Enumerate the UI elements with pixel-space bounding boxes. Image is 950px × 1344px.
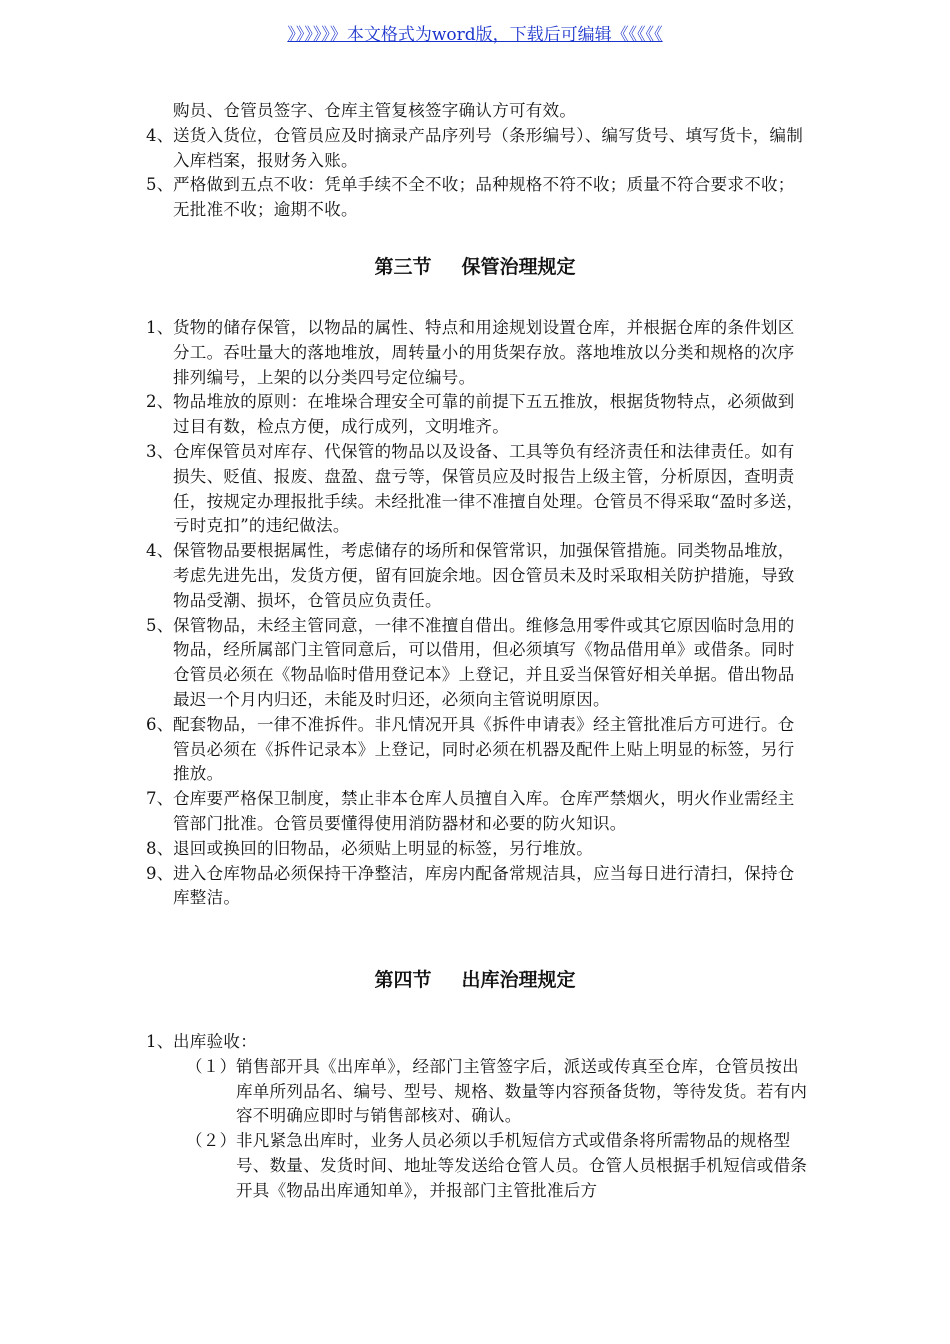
- list-number: 5、: [146, 175, 174, 195]
- list-text: 保管物品要根据属性，考虑储存的场所和保管常识，加强保管措施。同类物品堆放，考虑先进先出，发货方便，留有回旋余地。因仓管员未及时采取相关防护措施，导致物品受潮、损坏，仓管员应负责任。: [173, 541, 795, 610]
- list-number: 7、: [146, 789, 174, 809]
- section-3-list: [0, 316, 950, 911]
- list-number: 1、: [146, 1032, 174, 1051]
- list-item: [0, 837, 950, 862]
- list-number: 1、: [146, 318, 174, 337]
- section-4-list: [0, 1030, 950, 1204]
- section-4-label: 第四节: [374, 969, 432, 991]
- list-item: [0, 713, 950, 787]
- list-number: 2、: [146, 392, 174, 412]
- section-3-title: 保管治理规定: [461, 256, 576, 278]
- list-item: [0, 862, 950, 912]
- list-text: 送货入货位，仓管员应及时摘录产品序列号（条形编号）、编写货号、填写货卡，编制入库档案，报财务入账。: [173, 125, 804, 170]
- sub-list-text: [236, 1055, 810, 1129]
- list-text: 严格做到五点不收：凭单手续不全不收；品种规格不符不收；质量不符合要求不收；无批准不收；逾期不收。: [173, 175, 795, 220]
- list-item: [0, 124, 950, 174]
- list-item-continuation: [0, 99, 950, 124]
- list-text: 货物的储存保管，以物品的属性、特点和用途规划设置仓库，并根据仓库的条件划区分工。吞吐量大的落地堆放，周转量小的用货架存放。落地堆放以分类和规格的次序排列编号，上架的以分类四号定位编号。: [173, 318, 795, 387]
- list-item: [0, 316, 950, 390]
- list-text: 仓库要严格保卫制度，禁止非本仓库人员擅自入库。仓库严禁烟火，明火作业需经主管部门批准。仓管员要懂得使用消防器材和必要的防火知识。: [173, 789, 795, 833]
- list-item: [0, 1030, 950, 1055]
- list-number: 4、: [146, 125, 174, 145]
- list-text: 保管物品，未经主管同意，一律不准擅自借出。维修急用零件或其它原因临时急用的物品，经所属部门主管同意后，可以借用，但必须填写《物品借用单》或借条。同时仓管员必须在《物品临时借用登记本》上登记，并且妥当保管好相关单据。借出物品最迟一个月内归还，未能及时归还，必须向主管说明原因。: [173, 615, 795, 709]
- intro-block: [0, 99, 950, 223]
- continuation-text: 购员、仓管员签字、仓库主管复核签字确认方可有效。: [173, 101, 577, 120]
- list-text: 物品堆放的原则：在堆垛合理安全可靠的前提下五五推放，根据货物特点，必须做到过目有数，检点方便，成行成列，文明堆齐。: [173, 392, 795, 437]
- list-item: [0, 614, 950, 713]
- list-item: [0, 173, 950, 223]
- list-number: 5、: [146, 615, 174, 635]
- section-4-title: 出库治理规定: [461, 969, 576, 991]
- sub-list-text: [236, 1129, 810, 1203]
- list-number: 3、: [146, 441, 174, 461]
- section-3-label: 第三节: [374, 256, 432, 278]
- list-item: [0, 787, 950, 837]
- list-text: 仓库保管员对库存、代保管的物品以及设备、工具等负有经济责任和法律责任。如有损失、贬值、报废、盘盈、盘亏等，保管员应及时报告上级主管，分析原因，查明责任，按规定办理报批手续。未经批准一律不准擅自处理。仓管员不得采取“盈时多送，亏时克扣”的违纪做法。: [173, 441, 804, 536]
- sub-list-number: （１）: [186, 1056, 237, 1076]
- list-number: 6、: [146, 714, 174, 734]
- list-text: 配套物品，一律不准拆件。非凡情况开具《拆件申请表》经主管批准后方可进行。仓管员必须在《拆件记录本》上登记，同时必须在机器及配件上贴上明显的标签，另行推放。: [173, 714, 795, 784]
- sub-list-text-content: 非凡紧急出库时，业务人员必须以手机短信方式或借条将所需物品的规格型号、数量、发货时间、地址等发送给仓管人员。仓管人员根据手机短信或借条开具《物品出库通知单》，并报部门主管批准后方: [236, 1131, 808, 1200]
- list-item: [0, 390, 950, 440]
- list-number: 9、: [146, 863, 174, 883]
- section-3-heading: [0, 253, 950, 281]
- download-notice-link[interactable]: 》》》》》》本文格式为word版，下载后可编辑《《《《《: [287, 25, 663, 45]
- list-text: 退回或换回的旧物品，必须贴上明显的标签，另行堆放。: [173, 838, 593, 858]
- list-item: [0, 539, 950, 613]
- list-text: 出库验收：: [173, 1032, 257, 1051]
- list-number: 8、: [146, 838, 174, 858]
- list-number: 4、: [146, 541, 174, 561]
- sub-list-item: [0, 1055, 950, 1129]
- list-text: 进入仓库物品必须保持干净整洁，库房内配备常规洁具，应当每日进行清扫，保持仓库整洁。: [173, 863, 795, 908]
- sub-list-item: [0, 1129, 950, 1203]
- sub-list-text-content: 销售部开具《出库单》，经部门主管签字后，派送或传真至仓库，仓管员按出库单所列品名、编号、型号、规格、数量等内容预备货物，等待发货。若有内容不明确应即时与销售部核对、确认。: [236, 1056, 808, 1126]
- section-4-heading: [0, 966, 950, 994]
- sub-list-number: （２）: [186, 1131, 237, 1151]
- list-item: [0, 440, 950, 539]
